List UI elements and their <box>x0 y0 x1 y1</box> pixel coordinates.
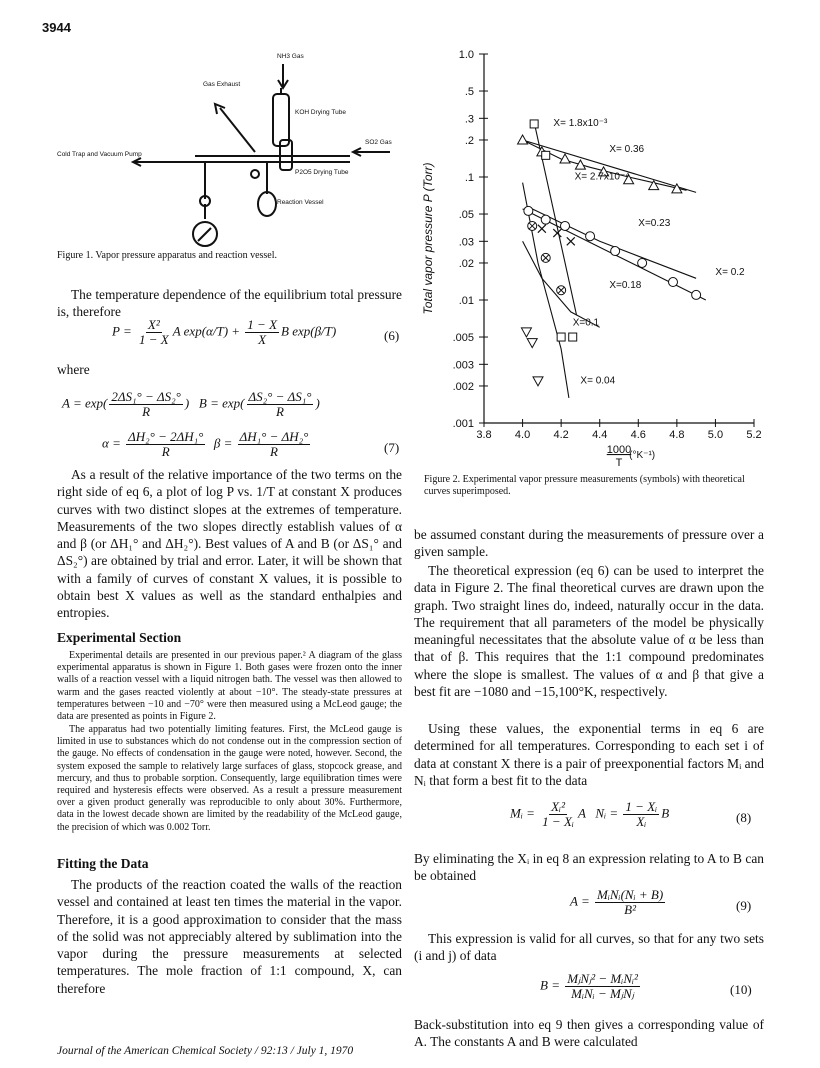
experimental-paragraph-2: The apparatus had two potentially limiting features. First, the McLeod gauge is limited in use to substances which do not condense out in the compression section of the gauge. No effects of condensation in the gauge were noted, however. Second, the system exposed the sample to relatively large surfaces of glass, stopcock grease, and mercury, and thus to probable sorption. Consequently, large equilibration times were required and hysteresis effects were observed. As a result a pressure measurement over a given product generally was reproducible to only about 30%. Furthermore, data in the lowest decade shown are limited by the readability of the McLeod gauge, the precision of which was 0.002 Torr. <box>57 724 402 833</box>
x-tick-label: 5.0 <box>707 429 724 441</box>
data-point-cross <box>538 225 546 233</box>
equation-7b: α = $\frac{\text{ΔH₂° − 2ΔH₁°}}{R}$ β = $\frac{\text{ΔH₁° − ΔH₂°}}{R}$ <box>102 429 309 459</box>
paragraph-exponential: Using these values, the exponential terms in eq 6 are determined for all temperatures. Corresponding to each set i of data at constant X there is a pair of preexponential factors Mᵢ and Nᵢ that form a best fit to the data <box>414 721 764 788</box>
paragraph-eliminating: By eliminating the Xᵢ in eq 8 an expression relating to A to B can be obtained <box>414 851 764 884</box>
data-point-cross <box>553 229 561 237</box>
data-point-triangle <box>575 160 585 169</box>
fitting-heading: Fitting the Data <box>57 856 149 871</box>
x-tick-label: 4.6 <box>630 429 646 441</box>
data-point-circle <box>524 206 533 215</box>
y-tick-label: .03 <box>458 236 474 249</box>
x-tick-label: 4.4 <box>592 429 608 441</box>
label-koh: KOH Drying Tube <box>295 109 346 116</box>
data-point-square <box>557 333 565 341</box>
data-point-square <box>542 151 550 159</box>
data-point-circle <box>669 278 678 287</box>
curve-annotation: X=0.18 <box>609 280 642 292</box>
equation-6: P = $\frac{\text{X²}}{1 - X}$ A exp(α/T) + $\frac{1 - X}{X}$ B exp(β/T) <box>112 317 337 347</box>
eq8-number: (8) <box>736 810 752 825</box>
data-point-cross <box>567 237 575 245</box>
eq6-number: (6) <box>384 328 400 343</box>
eq10-number: (10) <box>730 982 752 997</box>
where-label: where <box>57 362 90 377</box>
label-nh3: NH3 Gas <box>277 53 304 60</box>
x-tick-label: 4.8 <box>669 429 685 441</box>
data-point-circle <box>541 215 550 224</box>
label-p2o5: P2O5 Drying Tube <box>295 169 349 176</box>
figure-1-apparatus-diagram <box>55 44 400 249</box>
data-point-square <box>530 120 538 128</box>
y-tick-label: .01 <box>458 295 474 307</box>
paragraph-slopes: As a result of the relative importance of the two terms on the right side of eq 6, a plot of log P vs. 1/T at constant X produces curves with two distinct slopes at the extremes of temperature. Measurements of the two slopes directly establish values of α and β (or ΔH₁° and ΔH₂°). Best values of A and B (or ΔS₁° and ΔS₂°) are obtained by trial and error. Later, it will be shown that with a family of curves of constant X values, it is possible to obtain best X values as well as the standard enthalpies and entropies. <box>57 467 402 621</box>
curve-annotation: X= 0.04 <box>580 375 616 387</box>
data-point-circle <box>561 221 570 230</box>
y-tick-label: 1.0 <box>458 49 474 61</box>
data-point-inverted-triangle <box>527 339 537 348</box>
label-so2: SO2 Gas <box>365 139 392 146</box>
y-tick-label: .5 <box>464 86 474 99</box>
x-tick-label: 5.2 <box>746 429 762 441</box>
equation-9: A = $\frac{\text{MᵢNᵢ(Nᵢ + B)}}{\text{B²}}$ <box>570 887 664 917</box>
figure-2-caption: Figure 2. Experimental vapor pressure measurements (symbols) with theoretical curves superimposed. <box>424 474 745 497</box>
label-gas-exhaust: Gas Exhaust <box>203 81 241 88</box>
page-number: 3944 <box>42 20 71 35</box>
data-point-circle <box>638 258 647 267</box>
figure-2-chart <box>414 40 774 472</box>
theory-curve <box>532 209 696 278</box>
y-tick-label: .3 <box>464 113 474 126</box>
curve-annotation: X= 2.7x10⁻⁴ <box>574 171 630 183</box>
paragraph-backsub: Back-substitution into eq 9 then gives a corresponding value of A. The constants A and B were calculated <box>414 1017 764 1050</box>
eq9-number: (9) <box>736 898 752 913</box>
x-tick-label: 3.8 <box>476 429 492 441</box>
data-point-triangle <box>560 154 570 163</box>
x-tick-label: 4.0 <box>514 429 531 441</box>
curve-annotation: X=0.23 <box>638 217 671 229</box>
paragraph-constant: be assumed constant during the measurements of pressure over a given sample. <box>414 527 764 560</box>
curve-annotation: X= 0.2 <box>715 266 745 278</box>
curve-annotation: X= 1.8x10⁻³ <box>553 117 608 129</box>
experimental-heading: Experimental Section <box>57 630 182 645</box>
curve-annotation: X=0.1 <box>572 317 600 329</box>
data-point-circle <box>692 290 701 299</box>
x-axis-label-denominator: T <box>615 457 623 469</box>
y-tick-label: .1 <box>464 172 474 184</box>
x-axis-label-numerator: 1000 <box>606 444 632 456</box>
eq7-number: (7) <box>384 440 400 455</box>
intro-paragraph: The temperature dependence of the equilibrium total pressure is, therefore <box>57 287 402 320</box>
y-tick-label: .02 <box>458 257 474 270</box>
label-reaction-vessel: Reaction Vessel <box>277 199 324 206</box>
data-point-circle <box>611 247 620 256</box>
equation-7a: A = exp( $\frac{\text{2ΔS₁° − ΔS₂°}}{R}$ ) B = exp( $\frac{\text{ΔS₂° − ΔS₁°}}{R}$ ) <box>62 389 320 419</box>
equation-8: Mᵢ = $\frac{\text{Xᵢ²}}{\text{1 − Xᵢ}}$ A Nᵢ = $\frac{\text{1 − Xᵢ}}{\text{Xᵢ}}$ B <box>510 799 670 829</box>
data-point-triangle <box>518 135 528 144</box>
data-point-square <box>569 333 577 341</box>
label-cold-trap: Cold Trap and Vacuum Pump <box>57 151 142 158</box>
y-tick-label: .05 <box>458 209 474 222</box>
equation-10: B = $\frac{\text{MⱼNⱼ² − MᵢNᵢ²}}{\text{MᵢNᵢ − MⱼNⱼ}}$ <box>540 971 638 1001</box>
paragraph-theoretical: The theoretical expression (eq 6) can be used to interpret the data in Figure 2. The final theoretical curves are drawn upon the graph. Two straight lines do, indeed, naturally occur in the data. The requirement that all parameters of the model be physically meaningful necessitates that the absolute value of α be less than that of β. This requires that the 1:1 compound predominates where the slope is smallest. The values of α and β that give a best fit are −1080 and −15,100°K, respectively. <box>414 563 764 700</box>
paragraph-valid: This expression is valid for all curves, so that for any two sets (i and j) of data <box>414 931 764 964</box>
theory-curve <box>523 241 600 327</box>
data-point-circle <box>586 232 595 241</box>
y-axis-label: Total vapor pressure P (Torr) <box>421 162 435 315</box>
y-tick-label: .2 <box>464 134 474 147</box>
experimental-paragraph-1: Experimental details are presented in our previous paper.² A diagram of the glass experimental apparatus is shown in Figure 1. Both gases were frozen onto the inner walls of a reaction vessel with a liquid nitrogen bath. The vessel was then allowed to warm and the gases reacted violently at about −10°. The steady-state pressures at temperatures between −10 and −70° were then measured using a McLeod gauge; the data are presented as points in Figure 2. <box>57 650 402 723</box>
y-tick-label: .003 <box>452 359 474 372</box>
curve-annotation: X= 0.36 <box>609 143 645 155</box>
data-point-inverted-triangle <box>521 328 531 337</box>
x-axis-unit: (°K⁻¹) <box>629 450 656 461</box>
y-tick-label: .001 <box>452 418 474 430</box>
y-tick-label: .005 <box>452 332 474 345</box>
figure-1-caption: Figure 1. Vapor pressure apparatus and reaction vessel. <box>57 250 278 261</box>
y-tick-label: .002 <box>452 380 474 393</box>
data-point-inverted-triangle <box>533 377 543 386</box>
fitting-paragraph: The products of the reaction coated the walls of the reaction vessel and contained at least ten times the material in the vapor. Therefore, it is a good approximation to consider that the mass of the solid was not appreciably altered by sublimation into the vapor during the pressure measurements at selected temperatures. The mole fraction of 1:1 compound, X, can therefore <box>57 877 402 996</box>
x-tick-label: 4.2 <box>553 429 569 441</box>
journal-footer: Journal of the American Chemical Society / 92:13 / July 1, 1970 <box>57 1045 354 1057</box>
